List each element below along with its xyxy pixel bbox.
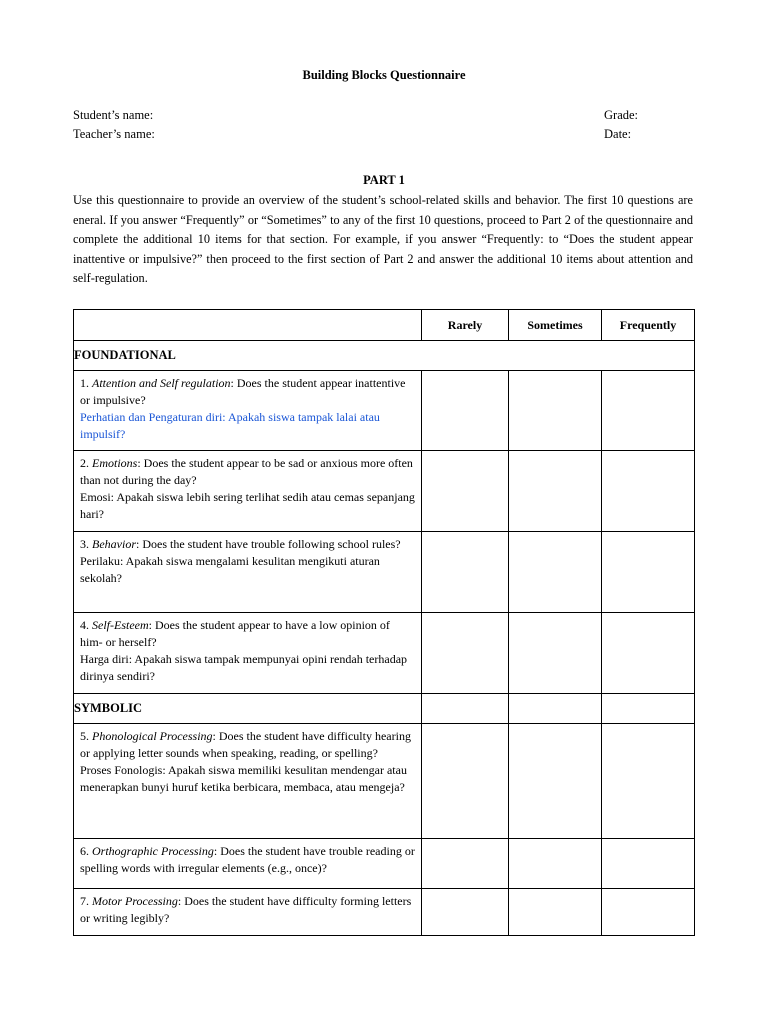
answer-cell-frequently[interactable] [602,451,695,532]
answer-cell-sometimes[interactable] [509,724,602,839]
table-row [74,451,695,532]
section-row-foundational [74,341,695,371]
question-text-id: Harga diri: Apakah siswa tampak mempunyai opini rendah terhadap dirinya sendiri? [80,652,408,683]
question-text-en: : Does the student have difficulty forming letters or writing legibly? [80,894,412,925]
question-term: Attention and Self regulation [92,376,231,390]
question-number: 7. [80,894,92,908]
question-text-en: : Does the student have difficulty hearing or applying letter sounds when speaking, reading, or spelling? [80,729,411,760]
question-cell-4 [74,613,422,694]
question-text-en: : Does the student appear to be sad or anxious more often than not during the day? [80,456,413,487]
student-name-label: Student’s name: [73,108,154,122]
answer-cell-rarely[interactable] [422,532,509,613]
answer-cell-rarely[interactable] [422,371,509,451]
question-text-id: Perilaku: Apakah siswa mengalami kesulitan mengikuti aturan sekolah? [80,554,380,585]
question-text-id: Perhatian dan Pengaturan diri: Apakah siswa tampak lalai atau impulsif? [80,410,380,441]
questionnaire-table [73,309,695,936]
question-term: Emotions [92,456,138,470]
question-text-en: : Does the student appear inattentive or impulsive? [80,376,406,407]
section-row-symbolic [74,694,695,724]
answer-cell-frequently[interactable] [602,724,695,839]
answer-cell-frequently[interactable] [602,532,695,613]
answer-cell-rarely[interactable] [422,889,509,936]
question-number: 5. [80,729,92,743]
question-cell-2 [74,451,422,532]
column-header-rarely: Rarely [422,310,509,341]
answer-cell-rarely[interactable] [422,724,509,839]
answer-cell-sometimes[interactable] [509,451,602,532]
answer-cell-frequently[interactable] [602,613,695,694]
answer-cell-frequently[interactable] [602,839,695,889]
section-label-foundational: FOUNDATIONAL [74,341,695,371]
section-blank-cell [602,694,695,724]
question-number: 3. [80,537,92,551]
table-row [74,839,695,889]
question-number: 1. [80,376,92,390]
answer-cell-frequently[interactable] [602,889,695,936]
question-term: Orthographic Processing [92,844,214,858]
question-text-id: Proses Fonologis: Apakah siswa memiliki kesulitan mendengar atau menerapkan bunyi huruf ketika berbicara, membaca, atau mengeja? [80,763,407,794]
answer-cell-sometimes[interactable] [509,532,602,613]
table-row [74,371,695,451]
intro-paragraph: Use this questionnaire to provide an overview of the student’s school-related skills and behavior. The first 10 questions are eneral. If you answer “Frequently” or “Sometimes” to any of the first 10 questions, proceed to Part 2 of the questionnaire and complete the additional 10 items for that section. For example, if you answer “Frequently: to “Does the student appear inattentive or impulsive?” then proceed to the first section of Part 2 and answer the additional 10 items about attention and self-regulation. [73,193,693,285]
question-cell-7 [74,889,422,936]
question-number: 2. [80,456,92,470]
answer-cell-frequently[interactable] [602,371,695,451]
question-text-en: : Does the student have trouble reading or spelling words with irregular elements (e.g., once)? [80,844,415,875]
header-blank [74,310,422,341]
document-title: Building Blocks Questionnaire [302,68,466,82]
answer-cell-sometimes[interactable] [509,371,602,451]
answer-cell-rarely[interactable] [422,613,509,694]
question-cell-1 [74,371,422,451]
grade-label: Grade: [604,108,639,122]
answer-cell-sometimes[interactable] [509,613,602,694]
question-text-id: Emosi: Apakah siswa lebih sering terlihat sedih atau cemas sepanjang hari? [80,490,415,521]
section-blank-cell [509,694,602,724]
header-row [74,310,695,341]
answer-cell-rarely[interactable] [422,451,509,532]
question-cell-5 [74,724,422,839]
date-label: Date: [604,127,632,141]
section-label-symbolic: SYMBOLIC [74,694,422,724]
question-cell-6 [74,839,422,889]
table-row [74,889,695,936]
section-blank-cell [422,694,509,724]
question-number: 6. [80,844,92,858]
column-header-frequently: Frequently [602,310,695,341]
question-cell-3 [74,532,422,613]
question-term: Phonological Processing [92,729,213,743]
table-row [74,532,695,613]
question-number: 4. [80,618,92,632]
question-term: Self-Esteem [92,618,149,632]
table-row [74,613,695,694]
answer-cell-sometimes[interactable] [509,839,602,889]
answer-cell-sometimes[interactable] [509,889,602,936]
answer-cell-rarely[interactable] [422,839,509,889]
column-header-sometimes: Sometimes [509,310,602,341]
part-heading: PART 1 [363,173,405,187]
table-row [74,724,695,839]
question-text-en: : Does the student appear to have a low opinion of him- or herself? [80,618,390,649]
question-term: Motor Processing [92,894,178,908]
question-term: Behavior [92,537,136,551]
question-text-en: : Does the student have trouble following school rules? [136,537,401,551]
teacher-name-label: Teacher’s name: [73,127,155,141]
